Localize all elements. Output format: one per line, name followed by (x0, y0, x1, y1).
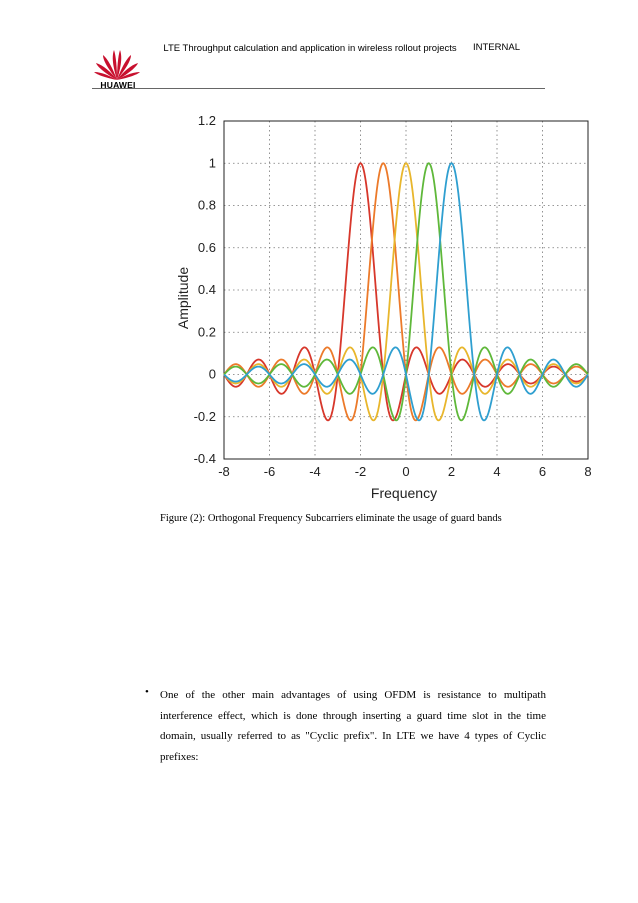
chart-grid (224, 121, 588, 459)
subcarrier-curve-4 (224, 163, 588, 420)
classification-label: INTERNAL (473, 42, 520, 53)
x-tick-label: 4 (493, 464, 501, 479)
body-paragraph: One of the other main advantages of using OFDM is resistance to multipath interference effect, which is done through inserting a guard time slot in the time domain, usually referred to as "Cyclic prefix". In LTE we have 4 types of Cyclic prefixes: (160, 689, 546, 763)
document-title: LTE Throughput calculation and application in wireless rollout projects (163, 43, 457, 54)
logo-text: HUAWEI (100, 80, 136, 90)
chart-series (224, 163, 588, 420)
y-tick-label: 0.2 (197, 324, 216, 340)
x-tick-label: -8 (218, 464, 230, 479)
x-tick-label: -2 (354, 464, 367, 479)
y-tick-label: 0.6 (197, 239, 216, 255)
x-tick-label: 0 (402, 464, 410, 479)
x-tick-label: 8 (584, 464, 592, 479)
y-tick-label: 0.8 (197, 197, 216, 213)
subcarrier-chart (160, 108, 600, 508)
x-axis-label: Frequency (370, 485, 438, 501)
x-tick-label: 6 (538, 464, 547, 479)
y-tick-label: -0.4 (193, 451, 216, 466)
y-tick-label: 1.2 (197, 113, 216, 128)
y-tick-label: 1 (208, 155, 216, 171)
y-tick-label: 0 (208, 366, 216, 382)
chart-tick-labels (194, 113, 592, 479)
x-tick-label: 2 (447, 464, 456, 479)
bullet-marker: • (145, 686, 149, 698)
x-tick-label: -4 (309, 464, 321, 479)
y-axis-label: Amplitude (175, 266, 191, 330)
figure-caption: Figure (2): Orthogonal Frequency Subcarriers eliminate the usage of guard bands (160, 513, 502, 524)
y-tick-label: -0.2 (193, 408, 216, 424)
x-tick-label: -6 (263, 464, 276, 479)
y-tick-label: 0.4 (197, 282, 216, 297)
header-divider (92, 88, 545, 89)
